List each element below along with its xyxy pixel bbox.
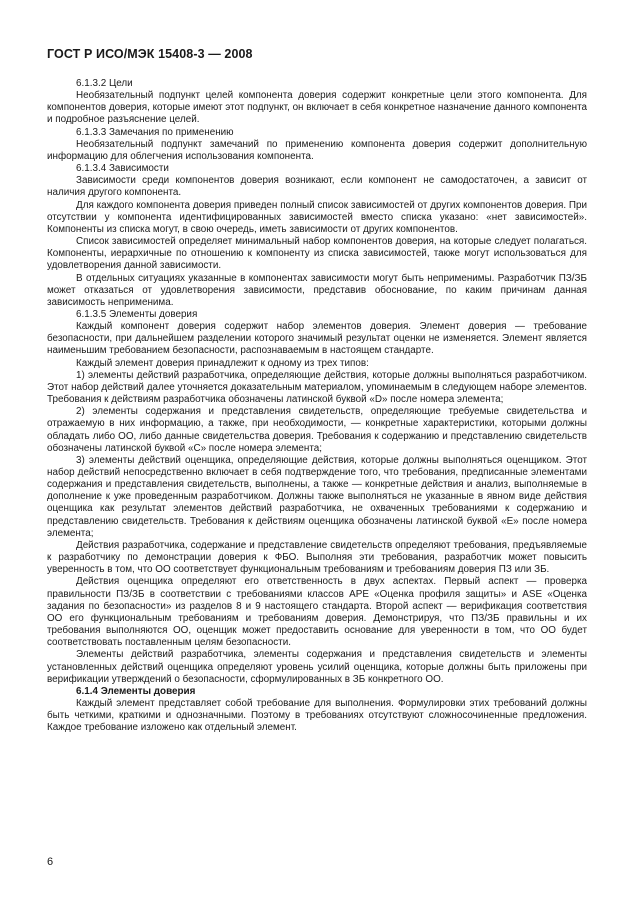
list-item-evaluator-actions: 3) элементы действий оценщика, определяющие действия, которые должны выполняться оценщиком. Этот набор действий непосредственно включает в себя подтверждение того, что требования, предписанные элементами содержания и представления свидетельств, выполнены, а также — конкретные действия и анализ, выполняемые в дополнение к уже проведенным разработчиком. Должны также выполняться не указанные в явном виде действия оценщика как результат элементов действий разработчика, не охваченных требованиями к содержанию и представлению свидетельств. Требования к действиям оценщика обозначены латинской буквой «Е» после номера элемента; [47,454,587,539]
paragraph-assurance-elements-intro: Каждый компонент доверия содержит набор элементов доверия. Элемент доверия — требование безопасности, при дальнейшем разделении которого значимый результат оценки не изменяется. Элемент является наименьшим требованием безопасности, распознаваемым в настоящем стандарте. [47,321,587,357]
paragraph-evaluator-responsibility: Действия оценщика определяют его ответственность в двух аспектах. Первый аспект — проверка правильности ПЗ/ЗБ в соответствии с требованиями классов АРЕ «Оценка профиля защиты» и ASE «Оценка задания по безопасности» из разделов 8 и 9 настоящего стандарта. Второй аспект — верификация соответствия ОО его функциональным требованиям и требованиям доверия. Демонстрируя, что ПЗ/ЗБ правильны и их требования выполняются ОО, оценщик может предоставить основание для уверенности в том, что ОО будет соответствовать поставленным целям безопасности. [47,576,587,649]
subsection-heading-dependencies: 6.1.3.4 Зависимости [76,163,169,175]
paragraph-application-notes: Необязательный подпункт замечаний по применению компонента доверия содержит дополнительную информацию для облегчения использования компонента. [47,138,587,162]
document-header: ГОСТ Р ИСО/МЭК 15408-3 — 2008 [47,47,253,61]
subsection-heading-goals: 6.1.3.2 Цели [76,78,133,89]
paragraph-element-requirements: Каждый элемент представляет собой требование для выполнения. Формулировки этих требований должны быть четкими, краткими и однозначными. Поэтому в требованиях отсутствуют сложносочиненные предложения. Каждое требование изложено как отдельный элемент. [47,697,587,734]
list-item-developer-actions: 1) элементы действий разработчика, определяющие действия, которые должны выполняться разработчиком. Этот набор действий далее уточняется доказательным материалом, упоминаемым в следующем наборе элементов. Требования к действиям разработчика обозначены латинской буквой «D» после номера элемента; [47,369,587,406]
paragraph-dependencies-minimal: Список зависимостей определяет минимальный набор компонентов доверия, на которые следует полагаться. Компоненты, иерархичные по отношению к компоненту из списка зависимостей, также могут использоваться для удовлетворения данной зависимости. [47,236,587,272]
list-item-content-presentation: 2) элементы содержания и представления свидетельств, определяющие требуемые свидетельства и отражаемую в них информацию, а также, при необходимости, — конкретные характеристики, которыми должны обладать либо ОО, либо данные свидетельства доверия. Требования к содержанию и представлению свидетельств обозначены латинской буквой «С» после номера элемента; [47,406,587,454]
paragraph-effort-level: Элементы действий разработчика, элементы содержания и представления свидетельств и элементы установленных действий оценщика определяют уровень усилий оценщика, которые должны быть приложены при верификации утверждений о безопасности, сформулированных в ЗБ конкретного ОО. [47,649,587,685]
paragraph-dependencies-intro: Зависимости среди компонентов доверия возникают, если компонент не самодостаточен, а зависит от наличия другого компонента. [47,175,587,199]
paragraph-goals: Необязательный подпункт целей компонента доверия содержит конкретные цели этого компонента. Для компонентов доверия, которые имеют этот подпункт, он включает в себя конкретное назначение данного компонента и подробное разъяснение целей. [47,90,587,126]
paragraph-developer-requirements: Действия разработчика, содержание и представление свидетельств определяют требования, предъявляемые к разработчику по демонстрации доверия к ФБО. Выполняя эти требования, разработчик может повысить уверенность в том, что ОО соответствует функциональным требованиям и требованиям доверия ПЗ или ЗБ. [47,539,587,576]
page-number: 6 [47,856,54,868]
subsection-heading-application-notes: 6.1.3.3 Замечания по применению [76,126,234,138]
paragraph-dependencies-inapplicable: В отдельных ситуациях указанные в компонентах зависимости могут быть неприменимы. Разработчик ПЗ/ЗБ может отказаться от удовлетворения зависимости, представив обоснование, по каким причинам данная зависимость неприменима. [47,272,587,308]
subsection-heading-assurance-elements: 6.1.3.5 Элементы доверия [76,308,198,320]
section-heading-assurance-elements: 6.1.4 Элементы доверия [76,685,196,697]
paragraph-dependencies-list: Для каждого компонента доверия приведен полный список зависимостей от других компонентов доверия. При отсутствии у компонента идентифицированных зависимостей вместо списка указано: «нет зависимостей». Компоненты из списка могут, в свою очередь, иметь зависимости от других компонентов. [47,199,587,235]
paragraph-element-types: Каждый элемент доверия принадлежит к одному из трех типов: [76,357,369,369]
document-body [47,78,587,734]
